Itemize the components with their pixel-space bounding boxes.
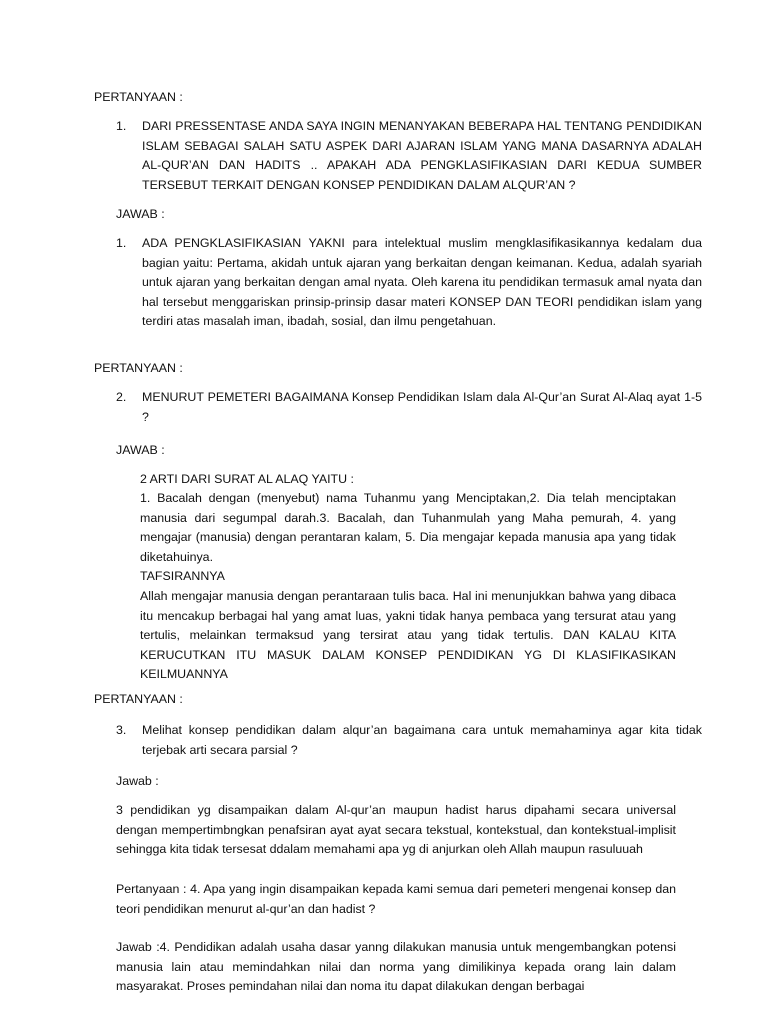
answer-3: 3 pendidikan yg disampaikan dalam Al-qur’an maupun hadist harus dipahami secara universal dengan mempertimbngkan penafsiran ayat ayat secara tekstual, kontekstual, dan kontekstual-implisit sehingga kita tidak tersesat ddalam memahami apa yg di anjurkan oleh Allah maupun rasuluuah bbox=[116, 803, 676, 857]
question-2 bbox=[116, 388, 702, 427]
question-1 bbox=[116, 117, 702, 195]
question-3-text: Melihat konsep pendidikan dalam alqur’an bagaimana cara untuk memahaminya agar kita tidak terjebak arti secara parsial ? bbox=[142, 723, 702, 757]
answer-1-number: 1. bbox=[116, 236, 127, 250]
label-pertanyaan-2: PERTANYAAN : bbox=[94, 361, 183, 375]
answer-2-tafsir: Allah mengajar manusia dengan perantaraan tulis baca. Hal ini menunjukkan bahwa yang dibaca itu mencakup berbagai hal yang amat luas, yakni tidak hanya pembaca yang tersurat atau yang tertulis, melainkan termaksud yang tersirat atau yang tidak tertulis. DAN KALAU KITA KERUCUTKAN ITU MASUK DALAM KONSEP PENDIDIKAN YG DI KLASIFIKASIKAN KEILMUANNYA bbox=[140, 588, 676, 682]
question-1-text: DARI PRESSENTASE ANDA SAYA INGIN MENANYAKAN BEBERAPA HAL TENTANG PENDIDIKAN ISLAM SEBAGAI SALAH SATU ASPEK DARI AJARAN ISLAM YANG MANA DASARNYA ADALAH AL-QUR’AN DAN HADITS .. APAKAH ADA PENGKLASIFIKASIAN DARI KEDUA SUMBER TERSEBUT TERKAIT DENGAN KONSEP PENDIDIKAN DALAM ALQUR’AN ? bbox=[142, 119, 702, 192]
answer-2-translation: 1. Bacalah dengan (menyebut) nama Tuhanmu yang Menciptakan,2. Dia telah menciptakan manusia dari segumpal darah.3. Bacalah, dan Tuhanmulah yang Maha pemurah, 4. yang mengajar (manusia) dengan perantaran kalam, 5. Dia mengajar kepada manusia apa yang tidak diketahuinya. bbox=[140, 491, 676, 564]
question-4: Pertanyaan : 4. Apa yang ingin disampaikan kepada kami semua dari pemeteri mengenai konsep dan teori pendidikan menurut al-qur’an dan hadist ? bbox=[116, 882, 676, 916]
label-jawab-1: JAWAB : bbox=[116, 207, 165, 221]
answer-2-heading: 2 ARTI DARI SURAT AL ALAQ YAITU : bbox=[140, 472, 354, 486]
question-3 bbox=[116, 721, 702, 760]
label-pertanyaan-3: PERTANYAAN : bbox=[94, 692, 183, 706]
question-2-text: MENURUT PEMETERI BAGAIMANA Konsep Pendidikan Islam dala Al-Qur’an Surat Al-Alaq ayat 1-5 ? bbox=[142, 390, 702, 424]
answer-2-tafsir-label: TAFSIRANNYA bbox=[140, 569, 225, 584]
question-1-number: 1. bbox=[116, 119, 127, 133]
answer-2-body bbox=[140, 489, 676, 685]
answer-4: Jawab :4. Pendidikan adalah usaha dasar yanng dilakukan manusia untuk mengembangkan potensi manusia lain atau memindahkan nilai dan norma yang dimilikinya kepada orang lain dalam masyarakat. Proses pemindahan nilai dan noma itu dapat dilakukan dengan berbagai bbox=[116, 940, 676, 994]
label-pertanyaan-1: PERTANYAAN : bbox=[94, 90, 183, 104]
answer-1 bbox=[116, 234, 702, 332]
answer-1-text: ADA PENGKLASIFIKASIAN YAKNI para intelektual muslim mengklasifikasikannya kedalam dua bagian yaitu: Pertama, akidah untuk ajaran yang berkaitan dengan keimanan. Kedua, adalah syariah untuk ajaran yang berkaitan dengan amal nyata. Oleh karena itu pendidikan termasuk amal nyata dan hal tersebut menggariskan prinsip-prinsip dasar materi KONSEP DAN TEORI pendidikan islam yang terdiri atas masalah iman, ibadah, sosial, dan ilmu pengetahuan. bbox=[142, 236, 702, 329]
label-jawab-3: Jawab : bbox=[116, 774, 159, 788]
label-jawab-2: JAWAB : bbox=[116, 443, 165, 457]
question-2-number: 2. bbox=[116, 390, 127, 404]
question-3-number: 3. bbox=[116, 723, 127, 737]
